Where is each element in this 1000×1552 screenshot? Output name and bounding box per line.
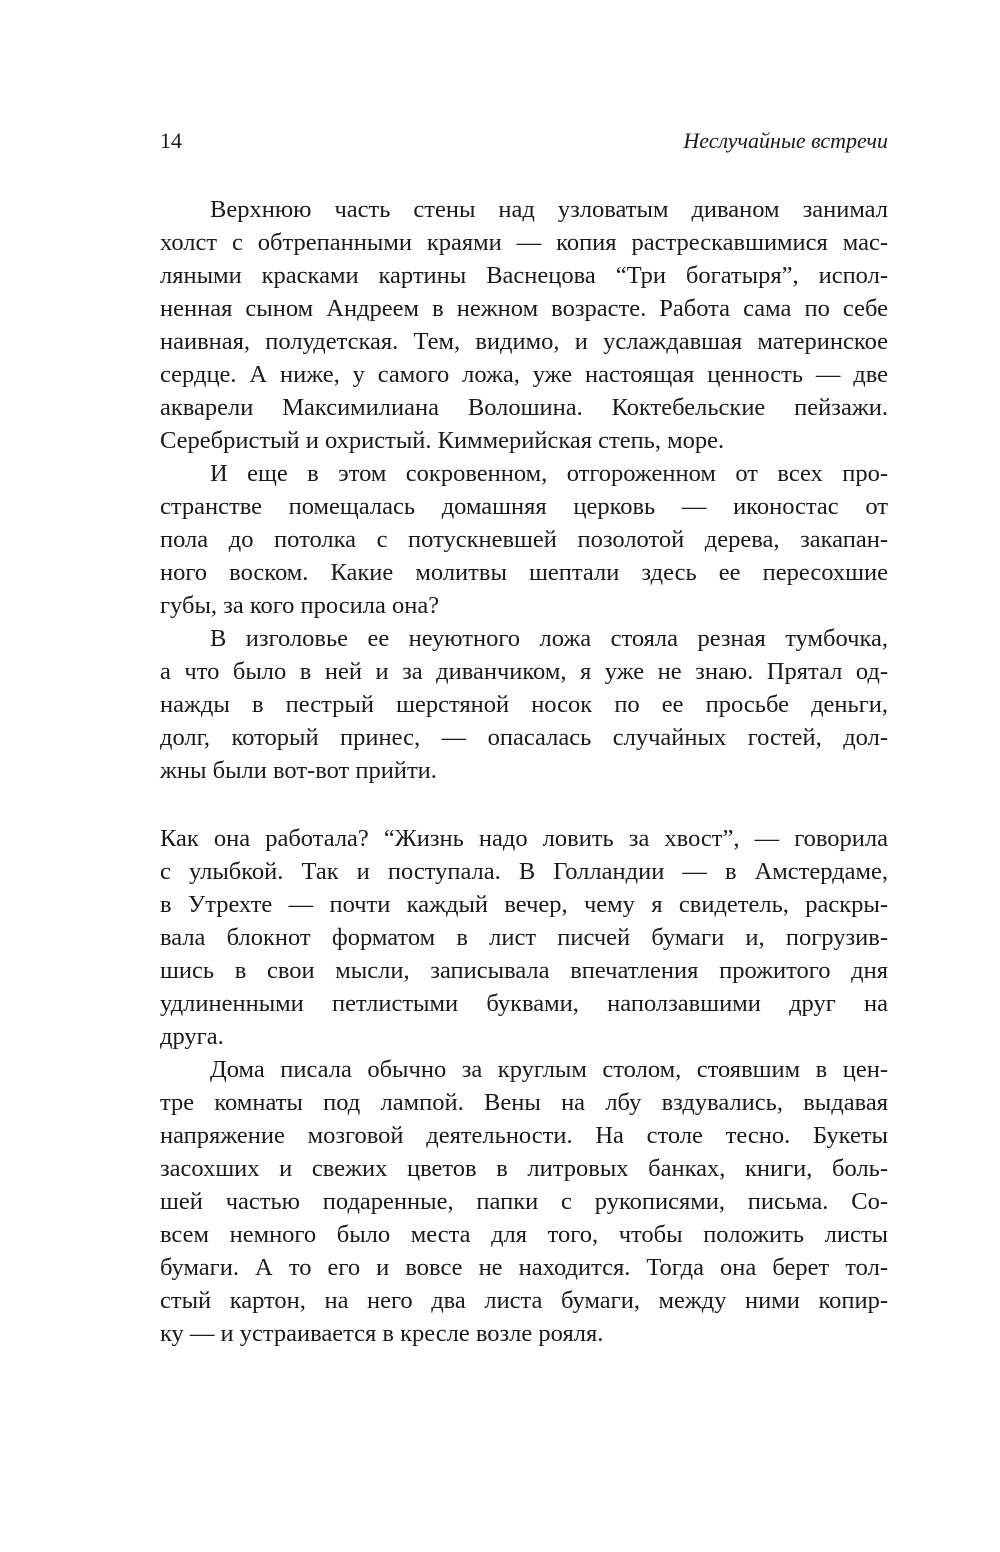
paragraph (160, 622, 888, 787)
text-line: стый картон, на него два листа бумаги, между ними копир- (160, 1287, 888, 1314)
text-line: удлиненными петлистыми буквами, наползавшими друг на (160, 990, 888, 1017)
paragraph (160, 822, 888, 1053)
text-line: Верхнюю часть стены над узловатым диваном занимал (210, 196, 888, 223)
text-line: засохших и свежих цветов в литровых банках, книги, боль- (160, 1155, 888, 1182)
text-line: тре комнаты под лампой. Вены на лбу вздувались, выдавая (160, 1089, 888, 1116)
body-text (160, 193, 888, 1350)
text-line: в Утрехте — почти каждый вечер, чему я свидетель, раскры- (160, 891, 888, 918)
text-line: губы, за кого просила она? (160, 592, 440, 619)
text-line: жны были вот-вот прийти. (160, 757, 437, 784)
text-line: шись в свои мысли, записывала впечатления прожитого дня (160, 957, 888, 984)
text-line: В изголовье ее неуютного ложа стояла резная тумбочка, (210, 625, 888, 652)
running-header (160, 124, 888, 158)
text-line: ного воском. Какие молитвы шептали здесь ее пересохшие (160, 559, 888, 586)
text-line: вала блокнот форматом в лист писчей бумаги и, погрузив- (160, 924, 888, 951)
text-line: шей частью подаренные, папки с рукописями, письма. Со- (160, 1188, 888, 1215)
paragraph (160, 457, 888, 622)
text-line: бумаги. А то его и вовсе не находится. Тогда она берет тол- (160, 1254, 888, 1281)
text-line: нажды в пестрый шерстяной носок по ее просьбе деньги, (160, 691, 888, 718)
text-line: ку — и устраивается в кресле возле рояля. (160, 1320, 604, 1347)
text-line: наивная, полудетская. Тем, видимо, и услаждавшая материнское (160, 328, 888, 355)
page-number: 14 (160, 128, 182, 153)
text-line: Дома писала обычно за круглым столом, стоявшим в цен- (210, 1056, 888, 1083)
text-line: ляными красками картины Васнецова “Три богатыря”, испол- (160, 262, 888, 289)
paragraph (160, 1053, 888, 1350)
text-line: всем немного было места для того, чтобы положить листы (160, 1221, 888, 1248)
text-line: а что было в ней и за диванчиком, я уже не знаю. Прятал од- (160, 658, 888, 685)
text-line: акварели Максимилиана Волошина. Коктебельские пейзажи. (160, 394, 888, 421)
running-title: Неслучайные встречи (683, 128, 888, 153)
text-line: пола до потолка с потускневшей позолотой дерева, закапан- (160, 526, 888, 553)
text-line: сердце. А ниже, у самого ложа, уже настоящая ценность — две (160, 361, 888, 388)
text-line: холст с обтрепанными краями — копия растрескавшимися мас- (160, 229, 888, 256)
text-line: с улыбкой. Так и поступала. В Голландии — в Амстердаме, (160, 858, 888, 885)
text-line: И еще в этом сокровенном, отгороженном от всех про- (210, 460, 888, 487)
text-line: странстве помещалась домашняя церковь — иконостас от (160, 493, 888, 520)
text-line: ненная сыном Андреем в нежном возрасте. Работа сама по себе (160, 295, 888, 322)
text-line: напряжение мозговой деятельности. На столе тесно. Букеты (160, 1122, 888, 1149)
text-line: Как она работала? “Жизнь надо ловить за хвост”, — говорила (160, 825, 888, 852)
text-line: друга. (160, 1023, 224, 1050)
paragraph (160, 193, 888, 457)
text-line: Серебристый и охристый. Киммерийская степь, море. (160, 427, 725, 454)
text-line: долг, который принес, — опасалась случайных гостей, дол- (160, 724, 888, 751)
